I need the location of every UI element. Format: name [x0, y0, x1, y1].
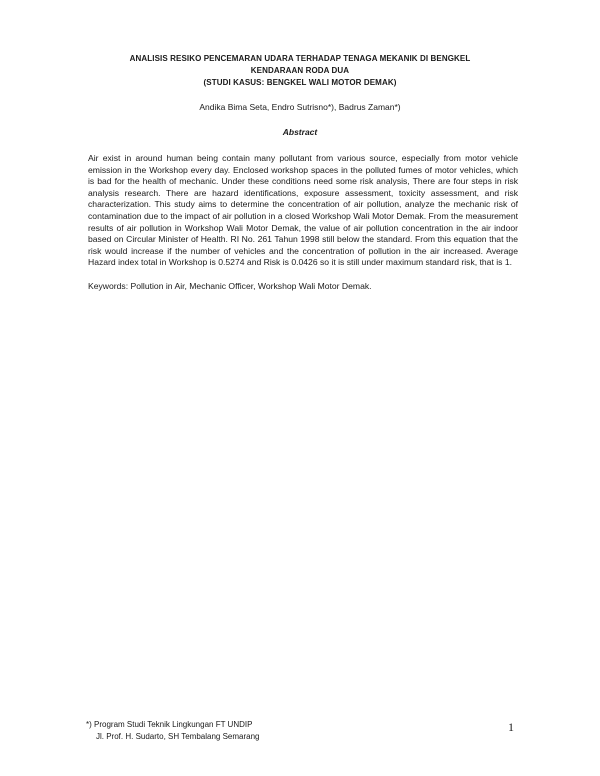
paper-title — [60, 53, 540, 89]
title-line-2: KENDARAAN RODA DUA — [250, 66, 350, 75]
affiliation-footnote — [86, 719, 386, 742]
author-list: Andika Bima Seta, Endro Sutrisno*), Badrus Zaman*) — [199, 102, 401, 112]
footnote-line-1: *) Program Studi Teknik Lingkungan FT UNDIP — [86, 720, 253, 729]
abstract-body — [88, 153, 518, 269]
footnote-line-2: Jl. Prof. H. Sudarto, SH Tembalang Semarang — [96, 731, 260, 741]
title-line-3: (STUDI KASUS: BENGKEL WALI MOTOR DEMAK) — [203, 78, 397, 87]
abstract-heading: Abstract — [282, 127, 318, 137]
abstract-paragraph: Air exist in around human being contain many pollutant from various source, especially from motor vehicle emission in the Workshop every day. Enclosed workshop spaces in the polluted fumes of motor vehicles, which is bad for the health of mechanic. Under these conditions need some risk analysis, There are four steps in risk analysis research. There are hazard identifications, exposure assessment, toxicity assessment, and risk characterization. This study aims to determine the concentration of air pollution, analyze the mechanic risk of contamination due to the impact of air pollution in a closed Workshop Wali Motor Demak. From the measurement results of air pollution in Workshop Wali Motor Demak, the value of air pollution concentration in the air indoor based on Circular Minister of Health. RI No. 261 Tahun 1998 still below the standard. From this equation that the risk would increase if the number of vehicles and the concentration of pollution in the air increased. Average Hazard index total in Workshop is 0.5274 and Risk is 0.0426 so it is still under maximum standard risk, that is 1. — [88, 153, 518, 268]
page-number: 1 — [508, 720, 514, 734]
keywords-line: Keywords: Pollution in Air, Mechanic Officer, Workshop Wali Motor Demak. — [88, 281, 372, 291]
title-line-1: ANALISIS RESIKO PENCEMARAN UDARA TERHADAP TENAGA MEKANIK DI BENGKEL — [129, 54, 471, 63]
